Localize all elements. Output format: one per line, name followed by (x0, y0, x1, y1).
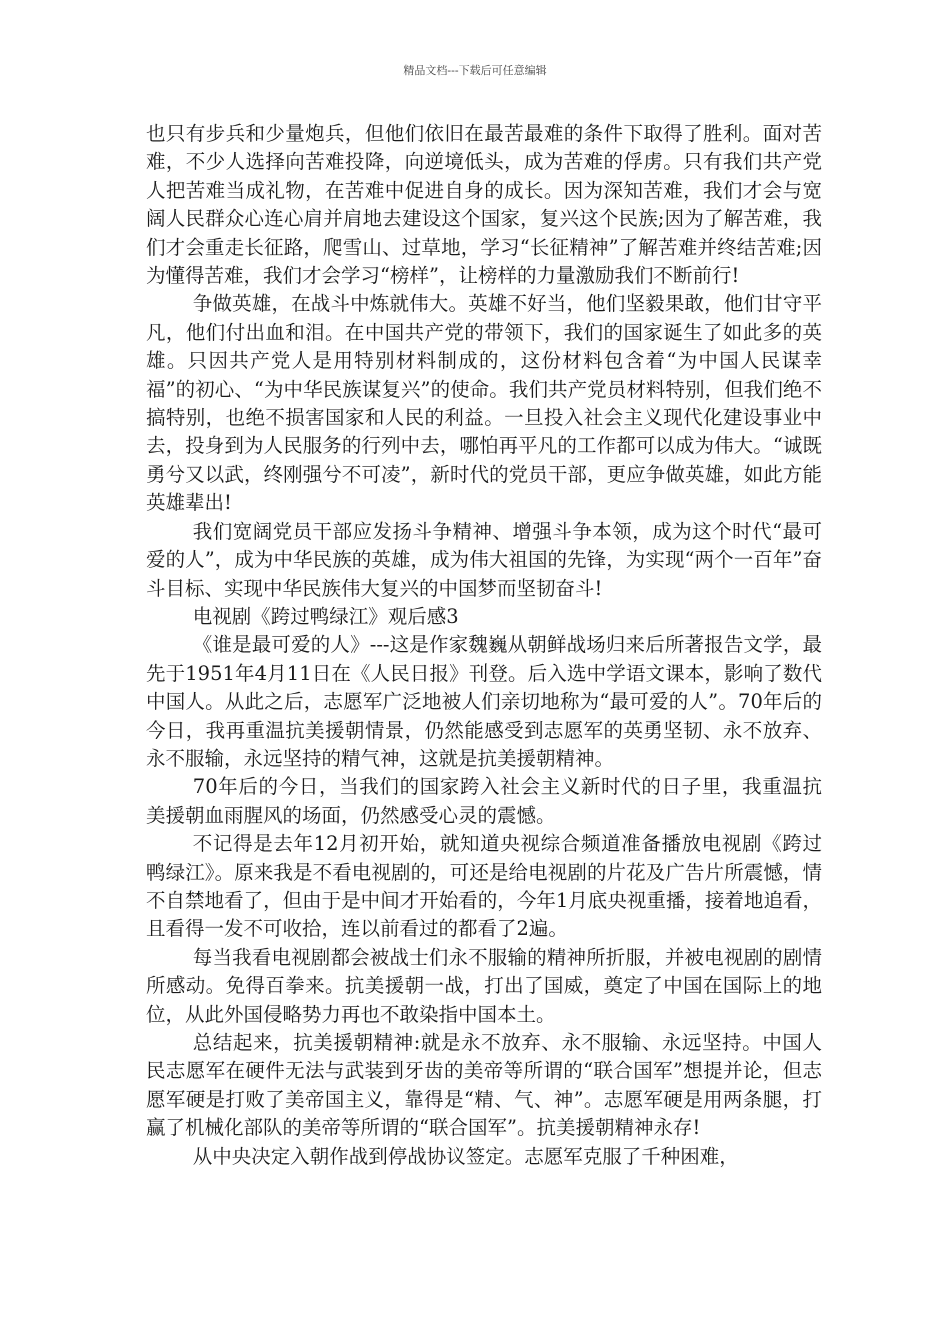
paragraph: 《谁是最可爱的人》---这是作家魏巍从朝鲜战场归来后所著报告文学，最先于1951年4月11日在《人民日报》刊登。后入选中学语文课本，影响了数代中国人。从此之后，志愿军广泛地被人们亲切地称为“最可爱的人”。70年后的今日，我再重温抗美援朝情景，仍然能感受到志愿军的英勇坚韧、永不放弃、永不服输，永远坚持的精气神，这就是抗美援朝精神。 (146, 633, 822, 770)
paragraph: 我们宽阔党员干部应发扬斗争精神、增强斗争本领，成为这个时代“最可爱的人”，成为中华民族的英雄，成为伟大祖国的先锋，为实现“两个一百年”奋斗目标、实现中华民族伟大复兴的中国梦而坚韧奋斗! (146, 519, 822, 600)
page-header: 精品文档---下载后可任意编辑 (403, 64, 547, 77)
paragraph: 从中央决定入朝作战到停战协议签定。志愿军克服了千种困难， (192, 1144, 739, 1168)
paragraph: 每当我看电视剧都会被战士们永不服输的精神所折服，并被电视剧的剧情所感动。免得百拳来。抗美援朝一战，打出了国威，奠定了中国在国际上的地位，从此外国侵略势力再也不敢染指中国本土。 (146, 945, 822, 1026)
paragraph: 不记得是去年12月初开始，就知道央视综合频道准备播放电视剧《跨过鸭绿江》。原来我是不看电视剧的，可还是给电视剧的片花及广告片所震憾，情不自禁地看了，但由于是中间才开始看的，今年1月底央视重播，接着地追看，且看得一发不可收拾，连以前看过的都看了2遍。 (146, 832, 822, 941)
paragraph: 70年后的今日，当我们的国家跨入社会主义新时代的日子里，我重温抗美援朝血雨腥风的场面，仍然感受心灵的震憾。 (146, 775, 822, 827)
paragraph: 也只有步兵和少量炮兵，但他们依旧在最苦最难的条件下取得了胜利。面对苦难，不少人选择向苦难投降，向逆境低头，成为苦难的俘虏。只有我们共产党人把苦难当成礼物，在苦难中促进自身的成长。因为深知苦难，我们才会与宽阔人民群众心连心肩并肩地去建设这个国家，复兴这个民族;因为了解苦难，我们才会重走长征路，爬雪山、过草地，学习“长征精神”了解苦难并终结苦难;因为懂得苦难，我们才会学习“榜样”，让榜样的力量激励我们不断前行! (146, 122, 822, 288)
section-title: 电视剧《跨过鸭绿江》观后感3 (192, 604, 459, 628)
paragraph: 总结起来，抗美援朝精神:就是永不放弃、永不服输、永远坚持。中国人民志愿军在硬件无法与武装到牙齿的美帝等所谓的“联合国军”想提并论，但志愿军硬是打败了美帝国主义，靠得是“精、气、神”。志愿军硬是用两条腿，打赢了机械化部队的美帝等所谓的“联合国军”。抗美援朝精神永存! (146, 1031, 822, 1140)
paragraph: 争做英雄，在战斗中炼就伟大。英雄不好当，他们坚毅果敢，他们甘守平凡，他们付出血和泪。在中国共产党的带领下，我们的国家诞生了如此多的英雄。只因共产党人是用特别材料制成的，这份材料包含着“为中国人民谋幸福”的初心、“为中华民族谋复兴”的使命。我们共产党员材料特别，但我们绝不搞特别，也绝不损害国家和人民的利益。一旦投入社会主义现代化建设事业中去，投身到为人民服务的行列中去，哪怕再平凡的工作都可以成为伟大。“诚既勇兮又以武，终刚强兮不可凌”，新时代的党员干部，更应争做英雄，如此方能英雄辈出! (146, 292, 822, 515)
document-body (146, 120, 822, 1171)
